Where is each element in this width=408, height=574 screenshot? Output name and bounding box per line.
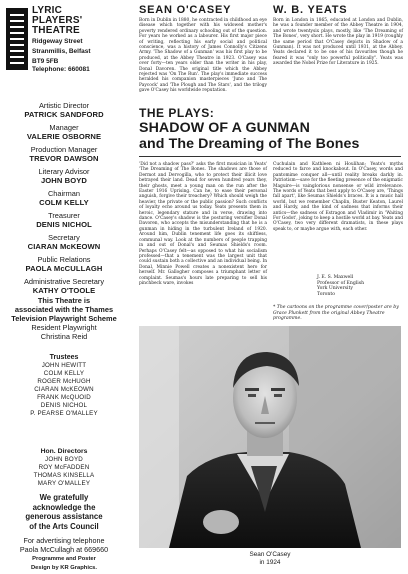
- yeats-bio-text: Born in London in 1865, educated at London and Dublin, he was a founder member of the Abbey Theatre in 1904, and wrote twentysix plays, mostly, like 'The Dreaming of The Bones', very short. He wrote the play in 1919 (roughly the same period that O'Casey depicts in Shadow of a Gunman). It was not produced until 1931, at the Abbey. Yeats declared it to be one of his favourites though he feared it was "only too powerful politically". Yeats was awarded the Nobel Prize for Literature in 1925.: [273, 18, 403, 67]
- trustee-name: COLM KELLY: [43, 370, 85, 377]
- ocasey-bio-heading: SEAN O'CASEY: [139, 4, 232, 16]
- theatre-identity: [32, 6, 128, 74]
- staff-role: Literary Advisor: [38, 167, 90, 176]
- staff-name: PAOLA McCULLAGH: [25, 264, 103, 273]
- acknowledgement-line: generous assistance: [25, 512, 103, 521]
- plays-header: [139, 107, 401, 152]
- hon-director-name: JOHN BOYD: [45, 456, 83, 463]
- theatre-address-line1: Ridgeway Street: [32, 38, 83, 45]
- resident-playwright-name: Christina Reid: [40, 332, 88, 341]
- staff-role: Production Manager: [30, 145, 98, 154]
- signature-institution: York University: [317, 286, 353, 292]
- acknowledgement-line: of the Arts Council: [29, 521, 99, 531]
- theatre-address-line3: BT9 5FB: [32, 58, 59, 65]
- theatre-name-line2: PLAYERS': [32, 15, 83, 26]
- hon-director-name: MARY O'MALLEY: [37, 480, 91, 487]
- trustees-heading: Trustees: [49, 354, 79, 361]
- advertising-line: For advertising telephone: [23, 536, 105, 545]
- theatre-address-line2: Stranmillis, Belfast: [32, 48, 91, 55]
- staff-name: CIARAN McKEOWN: [27, 242, 101, 251]
- trustee-name: ROGER McHUGH: [37, 378, 91, 385]
- staff-entry: [0, 189, 128, 207]
- staff-list: [0, 101, 128, 299]
- staff-entry: [0, 255, 128, 273]
- staff-name: PATRICK SANDFORD: [24, 110, 104, 119]
- association-line: associated with the Thames: [14, 305, 114, 314]
- theatre-phone: Telephone: 660081: [32, 66, 90, 73]
- hon-directors-heading: Hon. Directors: [40, 448, 88, 455]
- staff-role: Manager: [49, 123, 79, 132]
- staff-role: Artistic Director: [38, 101, 90, 110]
- staff-entry: [0, 145, 128, 163]
- staff-entry: [0, 101, 128, 119]
- cartoon-credit-note: * The cartoons on the programme cover/poster are by Grace Plunkett from the original Abbey Theatre programme.: [273, 305, 399, 322]
- hon-director-name: ROY McFADDEN: [38, 464, 90, 471]
- hon-director-name: THOMAS KINSELLA: [33, 472, 95, 479]
- staff-name: JOHN BOYD: [40, 176, 88, 185]
- staff-name: KATHY O'TOOLE: [32, 286, 96, 295]
- staff-name: TREVOR DAWSON: [29, 154, 99, 163]
- staff-entry: [0, 233, 128, 251]
- signature-name: J. E. S. Maxwell: [317, 275, 354, 280]
- advertising-line: Paola McCullagh at 669660: [19, 545, 109, 554]
- design-credit: Design by KR Graphics.: [30, 565, 98, 571]
- advertising-contact: [0, 536, 128, 572]
- theatre-name-line1: LYRIC: [32, 5, 63, 16]
- ocasey-bio-text: Born in Dublin in 1880, he contracted in childhood an eye disease which together with his widowed mother's poverty rendered ordinary schooling out of the question. For years he worked as a labourer. His first major piece of writing, reflecting his early social and political conscience, was a history of James Connolly's Citizens Army. 'The Shadow of a Gunman' was his first play to be produced, at the Abbey Theatre in 1923. O'Casey was over forty—ten years older than the writer in his play, Donal Davoren. The original title which the Abbey rejected was 'On The Run'. The play's immediate success heralded his companion masterpieces 'Juno and The Paycock' and 'The Plough and The Stars', and the trilogy gave O'Casey his worldwide reputation.: [139, 18, 267, 94]
- signature-city: Toronto: [317, 291, 336, 297]
- trustee-name: DENIS NICHOL: [40, 402, 88, 409]
- association-line: Television Playwright Scheme: [11, 314, 117, 323]
- trustee-name: CIARAN McKEOWN: [34, 386, 94, 393]
- staff-entry: [0, 123, 128, 141]
- staff-entry: [0, 211, 128, 229]
- section-divider: [139, 156, 401, 157]
- essay-signature: [317, 275, 403, 297]
- trustee-name: P. PEARSE O'MALLEY: [30, 410, 98, 417]
- staff-name: DENIS NICHOL: [36, 220, 92, 229]
- essay-column-2: Cuchulain and Kathleen ni Houlihan; Yeats's myths reduced to farce and knockabout. In O'Casey, words and pantomime conquer all—until reality breaks darkly in. Patriotism—save for the fleeting presence of the enigmatic Maguire—is vainglorious nonsense or wild irrelevance. The words of Yeats that best apply to O'Casey are, 'Things fall apart', like Seumas Shields's braces. It is a music hall world, but we remember Chaplin, Buster Keaton, Laurel and Hardy, and the kind of sadness that informs their antics—the sadness of Estragon and Vladimir in 'Waiting For Godot', joking to keep a hostile world at bay. Yeats and O'Casey, two very different dramatists, in these plays speak to, or maybe argue with, each other.: [273, 162, 403, 232]
- ocasey-portrait-photo: [139, 326, 401, 548]
- theatre-header: [6, 6, 128, 94]
- trustees-list: [0, 353, 128, 418]
- staff-role: Secretary: [48, 233, 80, 242]
- staff-role: Chairman: [47, 189, 81, 198]
- acknowledgement-line: We gratefully: [39, 493, 89, 502]
- yeats-bio-heading: W. B. YEATS: [273, 4, 348, 16]
- staff-entry: [0, 167, 128, 185]
- staff-role: Treasurer: [48, 211, 80, 220]
- trustee-name: FRANK McQUOID: [37, 394, 91, 401]
- essay-column-1: 'Did not a shadow pass?' asks the first musician in Yeats' 'The Dreaming of The Bones. The shadows are those of Dermot and Dervogilla, who to protect their illicit love betrayed their land. Dead for seven hundred years they, their ghosts, meet a young man on the run after the Easter 1916 Uprising. Can he, to ease their personal anguish, forgive their treachery? Which should weigh the heavier, the private or the public passion? Such conflicts of loyalty echo around us today. Yeats presents them in heroic, legendary stature and in verse, drawing into dance. O'Casey's shadow is the posturing versifier Donal Davoren, who accepts the misunderstanding that he is a gunman in hiding in the turbulent Ireland of 1920. Around him, Dublin tenement life goes its shiftless, communal way. Look at the numbers of people trapping in and out of Donal's and Seumas Shields's room. Perhaps O'Casey felt—as opposed to what his socialism professed—that a tenement was the largest unit that could sustain both a collective and an individual being. In Donal, Minnie Powell creates a nonexistent hero for herself. Mr. Gallogher composes a triumphant letter of complaint. Seumas's hours late preparing to sell his pinchbeck ware, invokes: [139, 162, 267, 286]
- sidebar-credits: [0, 0, 128, 574]
- trustee-name: JOHN HEWITT: [41, 362, 87, 369]
- design-credit: Programme and Poster: [32, 556, 96, 562]
- play-title-primary: SHADOW OF A GUNMAN: [139, 120, 310, 136]
- staff-role: Administrative Secretary: [23, 277, 105, 286]
- theatre-name-line3: THEATRE: [32, 25, 80, 36]
- association-note: [0, 296, 128, 341]
- play-title-secondary: and The Dreaming of The Bones: [139, 136, 360, 152]
- staff-entry: [0, 277, 128, 295]
- lyric-logo-icon: [6, 8, 28, 70]
- signature-title: Professor of English: [317, 280, 365, 286]
- arts-council-acknowledgement: [0, 493, 128, 531]
- association-line: This Theatre is: [37, 296, 91, 305]
- resident-playwright-role: Resident Playwright: [31, 323, 97, 332]
- plays-label: THE PLAYS:: [139, 106, 215, 120]
- acknowledgement-line: acknowledge the: [32, 502, 96, 512]
- caption-line: in 1924: [259, 559, 281, 566]
- staff-role: Public Relations: [37, 255, 91, 264]
- photo-caption: [139, 551, 401, 567]
- staff-name: VALERIE OSBORNE: [26, 132, 102, 141]
- hon-directors-list: [0, 448, 128, 488]
- staff-name: COLM KELLY: [39, 198, 89, 207]
- caption-line: Sean O'Casey: [249, 551, 291, 558]
